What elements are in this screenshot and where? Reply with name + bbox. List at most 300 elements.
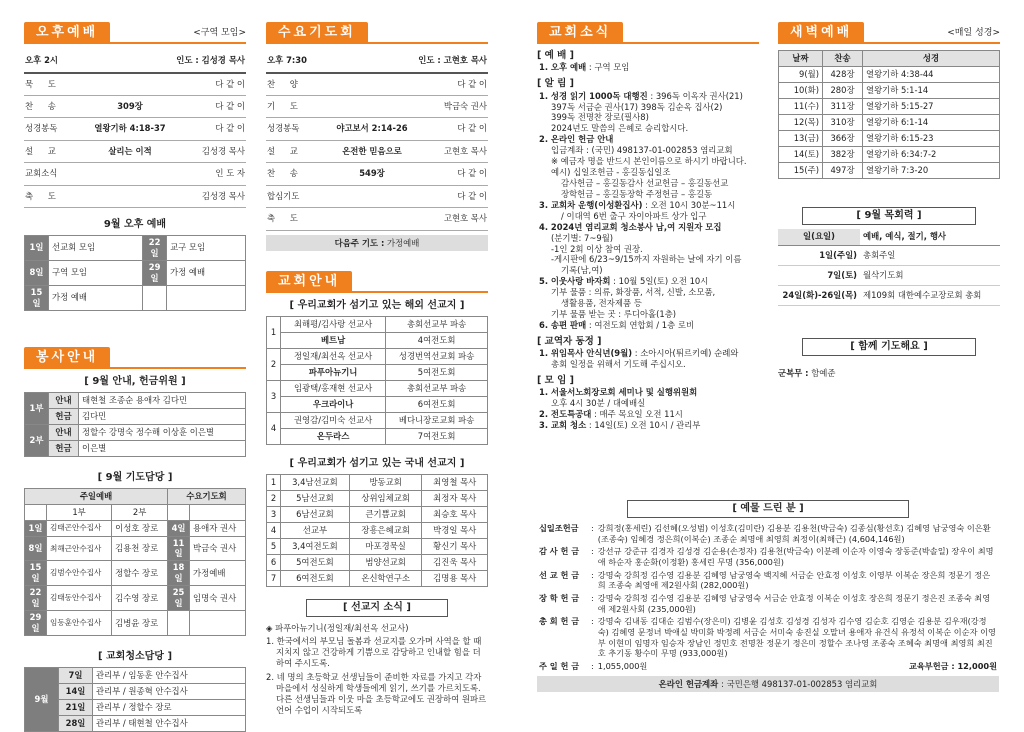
table-row — [25, 536, 246, 561]
number-cell: 3 — [267, 506, 281, 522]
head-cell: 성경 — [863, 51, 1000, 67]
number-cell: 1 — [267, 316, 281, 348]
name-cell — [190, 611, 246, 636]
names-cell: 이은별 — [79, 440, 246, 456]
name-cell: 박금숙 권사 — [190, 536, 246, 561]
service-leader: 김성경 목사 — [174, 140, 246, 163]
table-row: 장 학 헌 금 : 강명숙 강희정 김수영 김용분 김혜영 남궁영숙 서금순 안효정 이복순 이성호 장은희 정문기 정은진 조종숙 최영애 제2원사회 (235,000원) — [539, 592, 991, 614]
service-content: 열왕기하 4:18-37 — [86, 118, 174, 141]
sponsor-cell: 5여전도회 — [281, 554, 350, 570]
group-cell: 1부 — [25, 392, 49, 424]
news-line — [539, 409, 759, 420]
table-row — [267, 522, 488, 538]
prayer-table — [24, 488, 246, 636]
table-row — [267, 332, 488, 348]
name-cell: 김범수안수집사 — [47, 561, 112, 586]
service-row — [24, 50, 246, 73]
table-row — [267, 490, 488, 506]
news-line — [561, 211, 759, 222]
table-row — [267, 316, 488, 332]
news-text: 기록(남,여) — [561, 265, 603, 276]
offerings-table — [537, 522, 999, 673]
sponsor-cell: 6남선교회 — [281, 506, 350, 522]
news-text: 3. 교회차 운행(이성환집사) : 오전 10시 30분~11시 — [539, 199, 736, 210]
event-cell: 선교회 모임 — [49, 236, 143, 261]
news-line — [561, 178, 759, 189]
table-row — [779, 115, 1000, 131]
head-cell: 일(요일) — [778, 229, 860, 245]
clean-table — [24, 667, 246, 732]
pastor-cell: 황신기 목사 — [422, 538, 488, 554]
news-line — [561, 265, 759, 276]
service-row — [24, 185, 246, 208]
header-rule — [24, 367, 246, 369]
name-cell: 이성호 장로 — [112, 520, 168, 536]
service-item: 찬 양 — [266, 73, 328, 96]
table-row — [778, 245, 1000, 265]
news-text: 장학헌금 – 홍길동장학 주정헌금 – 홍길동 — [561, 188, 713, 199]
scripture-cell: 열왕기하 4:38-44 — [863, 67, 1000, 83]
church-cell: 범양선교회 — [349, 554, 422, 570]
head-cell: 찬송 — [823, 51, 863, 67]
mission-news-list — [266, 636, 488, 715]
news-line — [539, 276, 759, 287]
name-cell: 정할수 장로 — [112, 561, 168, 586]
news-line — [539, 134, 759, 145]
news-text: 1. 성경 읽기 1000독 대행진 : 396독 이옥자 권사(21) — [539, 90, 743, 101]
news-text: 감사헌금 – 홍길동감사 선교헌금 – 홍길동선교 — [561, 177, 729, 188]
service-content: 549장 — [328, 163, 416, 186]
column-wednesday — [266, 22, 488, 719]
news-text: 1. 서울서노회장로회 세미나 및 실행위원회 — [539, 387, 698, 398]
head-cell: 날짜 — [779, 51, 823, 67]
clean-title: [ 교회청소담당 ] — [97, 650, 173, 662]
event-cell: 교구 모임 — [167, 236, 246, 261]
news-line — [551, 156, 759, 167]
pastor-cell: 최영철 목사 — [422, 474, 488, 490]
scripture-cell: 열왕기하 6:1-14 — [863, 115, 1000, 131]
news-text: 기부 물품 : 의류, 화장품, 서적, 신발, 소모품, — [551, 287, 716, 298]
sept-afternoon-table — [24, 235, 246, 311]
dawn-header — [778, 22, 1000, 44]
service-leader: 다 같 이 — [416, 185, 488, 208]
news-line — [551, 145, 759, 156]
afternoon-header — [24, 22, 246, 44]
service-content — [328, 208, 416, 231]
service-leader: 인도 : 고현호 목사 — [416, 50, 488, 73]
header-rule — [266, 42, 488, 44]
table-row — [267, 364, 488, 380]
table-row — [25, 561, 246, 586]
table-header — [779, 51, 1000, 67]
afternoon-note: <구역 모임> — [193, 28, 246, 38]
serve-table — [24, 392, 246, 457]
news-text: 5. 이웃사랑 바자회 : 10월 5일(토) 오전 10시 — [539, 276, 709, 287]
overseas-title: [ 우리교회가 섬기고 있는 해외 선교지 ] — [289, 299, 465, 311]
table-row — [25, 424, 246, 440]
sponsor-cell: 3,4남선교회 — [281, 474, 350, 490]
news-text: 397독 서금순 권사(17) 398독 김순옥 집사(2) — [551, 101, 723, 112]
offering-type: 감 사 헌 금 — [539, 546, 580, 557]
service-leader: 김성경 목사 — [174, 185, 246, 208]
afternoon-title: 오후예배 — [24, 22, 110, 44]
news-text: 1. 위임목사 안식년(9월) : 소아시아(튀르키예) 순례와 — [539, 348, 739, 359]
service-item: 교회소식 — [24, 163, 86, 186]
dawn-table — [778, 50, 1000, 179]
column-news — [537, 22, 759, 431]
service-leader: 다 같 이 — [416, 163, 488, 186]
month-cell: 9월 — [25, 667, 59, 731]
service-leader: 다 같 이 — [174, 73, 246, 96]
offering-type: 십일조헌금 — [539, 523, 579, 533]
service-content — [328, 95, 416, 118]
date-cell: 21일 — [59, 699, 93, 715]
news-text: 총회 일정을 위해서 기도해 주십시오. — [551, 359, 686, 370]
name-cell: 가정예배 — [190, 561, 246, 586]
sept-afternoon-title: 9월 오후 예배 — [103, 219, 167, 230]
date-cell: 7일 — [59, 667, 93, 683]
table-row — [25, 699, 246, 715]
news-text: 오후 4시 30분 / 대예배실 — [551, 398, 646, 409]
hymn-cell: 310장 — [823, 115, 863, 131]
event-cell: 제109회 대한예수교장로회 총회 — [860, 285, 1000, 305]
service-row — [24, 73, 246, 96]
date-cell: 15일 — [25, 285, 49, 310]
service-content: 309장 — [86, 95, 174, 118]
table-row — [779, 163, 1000, 179]
name-cell: 임명숙 권사 — [190, 586, 246, 611]
date-cell: 22일 — [143, 236, 167, 261]
service-item: 성경봉독 — [266, 118, 328, 141]
head-cell: 수요기도회 — [168, 488, 246, 504]
service-content — [86, 185, 174, 208]
missionary-cell: 정일재/최선옥 선교사 — [281, 348, 386, 364]
scripture-cell: 열왕기하 5:1-14 — [863, 83, 1000, 99]
church-cell: 큰기쁨교회 — [349, 506, 422, 522]
date-cell: 15(주) — [779, 163, 823, 179]
pastor-cell: 최정자 목사 — [422, 490, 488, 506]
news-text: / 이대역 6번 출구 자이아파트 상가 입구 — [561, 210, 707, 221]
agency-cell: 총회선교부 파송 — [386, 380, 488, 396]
date-cell: 14일 — [59, 683, 93, 699]
news-line — [551, 359, 759, 370]
news-text: 399독 전명찬 장로(필사8) — [551, 112, 649, 123]
hymn-cell: 311장 — [823, 99, 863, 115]
service-item: 합심기도 — [266, 185, 328, 208]
domestic-title: [ 우리교회가 섬기고 있는 국내 선교지 ] — [289, 457, 465, 469]
offering-names: 강명숙 김내동 김대순 김범수(장은미) 김병윤 김성호 김성경 김성자 김수영 김순호 김영순 김용분 김우재(강정숙) 김혜영 문정녀 박애실 박미화 박정례 서금순 서미숙 송진실 오말녀 용애자 유건식 유정석 이복순 이순자 이영부 이현미 임명자 임승자 장남인 정민호 전명찬 정문기 정은미 정할수 조나영 조종숙 조혜숙 최명애 최영희 최진호 추기동 황수미 무명 (933,000원) — [597, 616, 996, 659]
wednesday-header — [266, 22, 488, 44]
date-cell: 9(월) — [779, 67, 823, 83]
offering-type: 총 회 헌 금 — [539, 616, 580, 627]
date-cell: 7일(토) — [778, 265, 860, 285]
service-row — [24, 95, 246, 118]
prayer-title: [ 9월 기도담당 ] — [97, 471, 173, 483]
pastor-cell: 최승호 목사 — [422, 506, 488, 522]
scripture-cell: 열왕기하 6:15-23 — [863, 131, 1000, 147]
table-row: 십일조헌금 : 강희정(홍세린) 김선혜(오성범) 이성호(김미란) 김용분 김용천(박금숙) 김종심(황선호) 김혜영 남궁영숙 이은환(조종숙) 임혜경 정은희(이복순) 조종순 최명애 최영희 최정이(최해근) (4,604,146원) — [539, 523, 991, 544]
offerings-title: [ 예물 드린 분 ] — [627, 500, 909, 518]
table-row — [25, 440, 246, 456]
service-leader: 인도 : 김성경 목사 — [174, 50, 246, 73]
event-cell: 월삭기도회 — [860, 265, 1000, 285]
sponsor-cell: 5여전도회 — [386, 364, 488, 380]
table-row — [25, 520, 246, 536]
table-row — [267, 380, 488, 396]
table-row — [267, 412, 488, 428]
event-cell: 가정 예배 — [167, 260, 246, 285]
news-line — [539, 200, 759, 211]
news-text: 예시) 십일조헌금 - 홍길동십일조 — [551, 167, 671, 178]
pray-line — [778, 368, 1000, 379]
service-content — [328, 50, 416, 73]
role-cell: 안내 — [49, 392, 79, 408]
news-section-head: [ 교역자 동정 ] — [537, 335, 602, 347]
service-item: 설 교 — [266, 140, 328, 163]
service-row — [24, 163, 246, 186]
table-row — [267, 396, 488, 412]
account-value: : 국민은행 498137-01-002853 염리교회 — [721, 678, 878, 689]
hymn-cell: 280장 — [823, 83, 863, 99]
offering-type: 선 교 헌 금 — [539, 569, 580, 580]
news-line — [551, 244, 759, 255]
afternoon-service-order — [24, 50, 246, 208]
offering-type: 주 일 헌 금 — [539, 660, 580, 671]
agency-cell: 성경번역선교회 파송 — [386, 348, 488, 364]
mission-item: 2. 네 명의 초등학교 선생님들이 준비한 자료를 가지고 각자 마을에서 성실하게 학생들에게 읽기, 쓰기를 가르치도록. 다른 선생님들과 이웃 마을 초등학교에도 권장하여 원파르 언어 수업이 시작되도록 — [266, 672, 487, 715]
service-item: 오후 2시 — [24, 50, 86, 73]
agency-cell: 베다니장로교회 파송 — [386, 412, 488, 428]
table-header — [778, 229, 1000, 245]
table-row — [779, 67, 1000, 83]
table-row — [778, 285, 1000, 305]
service-item: 설 교 — [24, 140, 86, 163]
number-cell: 3 — [267, 380, 281, 412]
group-cell: 2부 — [25, 424, 49, 456]
news-line — [539, 222, 759, 233]
column-afternoon — [24, 22, 246, 732]
table-row — [267, 554, 488, 570]
serve-title: 봉사안내 — [24, 347, 110, 369]
table-row — [25, 667, 246, 683]
service-row — [266, 185, 488, 208]
domestic-mission-table — [266, 474, 488, 587]
news-text: 4. 2024년 염리교회 청소봉사 남,여 지원자 모집 — [539, 221, 722, 232]
duty-cell: 관리부 / 원종혁 안수집사 — [93, 683, 246, 699]
name-cell: 임동훈안수집사 — [47, 611, 112, 636]
service-leader: 다 같 이 — [416, 73, 488, 96]
scripture-cell: 열왕기하 7:3-20 — [863, 163, 1000, 179]
table-row — [267, 538, 488, 554]
duty-cell: 관리부 / 태현철 안수집사 — [93, 715, 246, 731]
number-cell: 4 — [267, 412, 281, 444]
name-cell: 김용천 장로 — [112, 536, 168, 561]
date-cell: 13(금) — [779, 131, 823, 147]
news-line — [551, 398, 759, 409]
event-cell — [167, 285, 246, 310]
name-cell: 용애자 권사 — [190, 520, 246, 536]
news-line — [551, 254, 759, 265]
news-line — [551, 123, 759, 134]
news-title: 교회소식 — [537, 22, 623, 44]
date-cell: 24일(화)-26일(목) — [778, 285, 860, 305]
table-header — [25, 488, 246, 504]
service-item: 묵 도 — [24, 73, 86, 96]
date-cell: 22일 — [25, 586, 47, 611]
dawn-title: 새벽예배 — [778, 22, 864, 44]
service-content: 온전한 믿음으로 — [328, 140, 416, 163]
date-cell: 1일(주일) — [778, 245, 860, 265]
news-text: -1인 2회 이상 참여 권장. — [551, 243, 643, 254]
pray-label: 군복무 : — [778, 367, 809, 378]
dawn-note: <매일 성경> — [947, 28, 1000, 38]
number-cell: 2 — [267, 490, 281, 506]
service-row — [266, 50, 488, 73]
offering-names: 1,055,000원 — [597, 660, 648, 671]
news-line — [539, 320, 759, 331]
sponsor-cell: 6여전도회 — [281, 570, 350, 586]
church-cell: 온신학연구소 — [349, 570, 422, 586]
table-row — [25, 408, 246, 424]
service-row — [266, 208, 488, 231]
service-row — [266, 73, 488, 96]
date-cell: 4일 — [168, 520, 190, 536]
news-line — [551, 287, 759, 298]
event-cell: 구역 모임 — [49, 260, 143, 285]
date-cell: 11(수) — [779, 99, 823, 115]
table-row: 선 교 헌 금 : 강명숙 강희정 김수영 김용분 김혜영 남궁영숙 백지혜 서금순 안효정 이성호 이영부 이복순 장은희 정문기 정은희 조종숙 최영애 제2원사회 (282,000원) — [539, 569, 991, 591]
news-list — [537, 50, 759, 431]
names-cell: 김다민 — [79, 408, 246, 424]
news-section-head: [ 예 배 ] — [537, 50, 574, 61]
service-leader: 인 도 자 — [174, 163, 246, 186]
date-cell: 15일 — [25, 561, 47, 586]
next-prayer-label: 다음주 기도 : — [334, 237, 385, 248]
pastor-cell: 박경일 목사 — [422, 522, 488, 538]
pastor-cell: 김진욱 목사 — [422, 554, 488, 570]
scripture-cell: 열왕기하 6:34:7-2 — [863, 147, 1000, 163]
offering-names: 강희정(홍세린) 김선혜(오성범) 이성호(김미란) 김용분 김용천(박금숙) 김종심(황선호) 김혜영 남궁영숙 이은환(조종숙) 임혜경 정은희(이복순) 조종순 최명애 최영희 최정이(최해근) (4,604,146원) — [597, 523, 991, 544]
table-row: 감 사 헌 금 : 강선규 강준규 김경자 김성경 김순용(손정자) 김용천(박금숙) 이분례 이순자 이영숙 장동준(박솔일) 장우이 최명애 하순자 홍순화(이정환) 홍세린 무명 (356,000원) — [539, 546, 994, 567]
wednesday-title: 수요기도회 — [266, 22, 368, 44]
table-row — [267, 428, 488, 444]
head-cell: 예배, 예식, 절기, 행사 — [860, 229, 1000, 245]
sponsor-cell: 6여전도회 — [386, 396, 488, 412]
duty-cell: 관리부 / 임동훈 안수집사 — [93, 667, 246, 683]
offering-names: 강명숙 강희정 김수영 김용분 김혜영 남궁영숙 서금순 안효정 이복순 이성호 장은희 정문기 정은진 조종숙 최영애 제2원사회 (235,000원) — [597, 592, 991, 614]
news-line — [539, 62, 759, 73]
news-header — [537, 22, 759, 44]
service-item: 성경봉독 — [24, 118, 86, 141]
service-content — [86, 73, 174, 96]
account-label: 온라인 헌금계좌 — [658, 678, 719, 689]
offering-names: 강명숙 강희정 김수영 김용분 김혜영 남궁영숙 백지혜 서금순 안효정 이성호 이영부 이복순 장은희 정문기 정은희 조종숙 최영애 제2원사회 (282,000원) — [597, 569, 991, 591]
news-text: 2. 전도특공대 : 매주 목요일 오전 11시 — [539, 409, 683, 420]
news-text: ※ 예금자 명을 반드시 본인이름으로 하시기 바랍니다. — [551, 156, 747, 167]
country-cell: 파푸아뉴기니 — [281, 364, 386, 380]
news-line — [551, 102, 759, 113]
serve-header — [24, 347, 246, 369]
number-cell: 7 — [267, 570, 281, 586]
next-prayer — [266, 235, 488, 251]
agency-cell: 총회선교부 파송 — [386, 316, 488, 332]
name-cell: 최해근안수집사 — [47, 536, 112, 561]
service-item: 찬 송 — [24, 95, 86, 118]
date-cell: 28일 — [59, 715, 93, 731]
duty-cell: 관리부 / 정할수 장로 — [93, 699, 246, 715]
number-cell: 5 — [267, 538, 281, 554]
table-row — [25, 683, 246, 699]
country-cell: 베트남 — [281, 332, 386, 348]
service-content — [86, 50, 174, 73]
date-cell: 25일 — [168, 586, 190, 611]
sub-head-cell: 2부 — [112, 504, 168, 520]
sponsor-cell: 7여전도회 — [386, 428, 488, 444]
news-text: 2. 온라인 헌금 안내 — [539, 134, 614, 145]
service-content: 살리는 이적 — [86, 140, 174, 163]
service-item: 오후 7:30 — [266, 50, 328, 73]
service-leader: 다 같 이 — [174, 118, 246, 141]
missionary-cell: 임광택/홍재현 선교사 — [281, 380, 386, 396]
news-line — [539, 348, 759, 359]
guide-title: 교회안내 — [266, 271, 352, 293]
news-line — [551, 112, 759, 123]
wednesday-service-order — [266, 50, 488, 231]
missionary-cell: 최해평/김사랑 선교사 — [281, 316, 386, 332]
date-cell: 1일 — [25, 520, 47, 536]
next-prayer-value: 가정예배 — [386, 237, 420, 248]
service-row — [24, 140, 246, 163]
table-row — [779, 83, 1000, 99]
service-content: 야고보서 2:14-26 — [328, 118, 416, 141]
number-cell: 6 — [267, 554, 281, 570]
news-text: 생활용품, 전자제품 등 — [561, 298, 642, 309]
plan-title: [ 9월 목회력 ] — [802, 207, 976, 225]
serve-subtitle: [ 9월 안내, 헌금위원 ] — [84, 375, 186, 387]
pray-title: [ 함께 기도해요 ] — [802, 338, 976, 356]
names-cell: 정할수 강명숙 정수해 이상훈 이은별 — [79, 424, 246, 440]
service-leader: 박금숙 권사 — [416, 95, 488, 118]
country-cell: 우크라이나 — [281, 396, 386, 412]
service-row — [24, 118, 246, 141]
sponsor-cell: 3,4여전도회 — [281, 538, 350, 554]
hymn-cell: 497장 — [823, 163, 863, 179]
mission-news-title: [ 선교지 소식 ] — [306, 599, 448, 617]
offering-type: 장 학 헌 금 — [539, 592, 580, 603]
sub-head-cell: 1부 — [47, 504, 112, 520]
education-offering: 교육부헌금 : 12,000원 — [908, 660, 997, 671]
hymn-cell: 428장 — [823, 67, 863, 83]
date-cell: 10(화) — [779, 83, 823, 99]
scripture-cell: 열왕기하 5:15-27 — [863, 99, 1000, 115]
account-footer — [537, 676, 999, 692]
number-cell: 4 — [267, 522, 281, 538]
service-leader: 다 같 이 — [416, 118, 488, 141]
number-cell: 2 — [267, 348, 281, 380]
role-cell: 안내 — [49, 424, 79, 440]
news-text: 1. 오후 예배 : 구역 모임 — [539, 62, 630, 73]
head-cell: 주일예배 — [25, 488, 168, 504]
church-cell: 방동교회 — [349, 474, 422, 490]
sponsor-cell: 5남선교회 — [281, 490, 350, 506]
pray-value: 함예준 — [811, 367, 836, 378]
pastor-cell: 김명용 목사 — [422, 570, 488, 586]
event-cell: 총회주일 — [860, 245, 1000, 265]
service-item: 축 도 — [266, 208, 328, 231]
date-cell: 29일 — [25, 611, 47, 636]
table-row — [25, 285, 246, 310]
service-content — [328, 73, 416, 96]
